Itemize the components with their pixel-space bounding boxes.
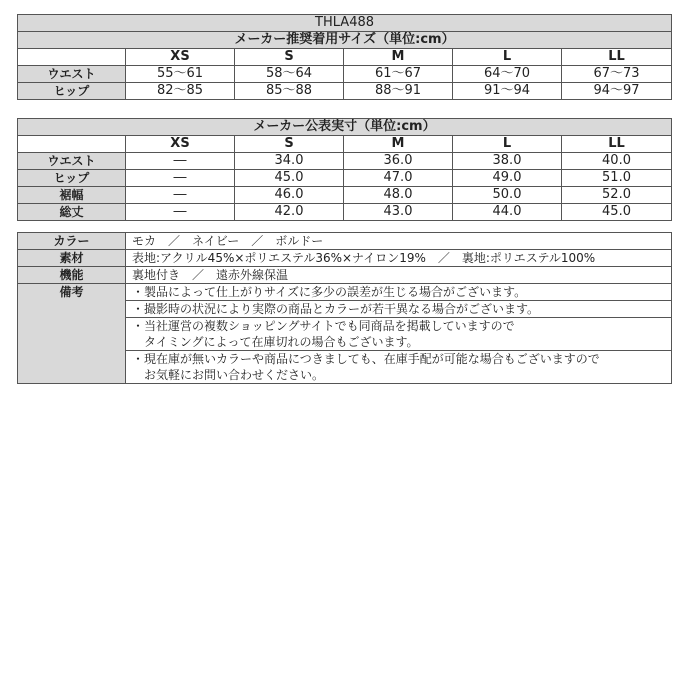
size-header: LL [562,49,672,66]
size-value: 48.0 [344,187,453,204]
size-value: 43.0 [344,204,453,221]
size-header: XS [126,136,235,153]
function-value: 裏地付き ／ 遠赤外線保温 [126,267,672,284]
size-value: 67〜73 [562,66,672,83]
note-item [126,284,672,301]
size-value: 49.0 [453,170,562,187]
table-row [18,233,672,250]
size-value: 34.0 [235,153,344,170]
size-value: 38.0 [453,153,562,170]
size-value: 45.0 [562,204,672,221]
size-value: 94〜97 [562,83,672,100]
table-row [18,284,672,301]
note-item [126,301,672,318]
table-row [18,153,672,170]
published-size-title: メーカー公表実寸（単位:cm） [18,119,672,136]
row-label: ウエスト [18,66,126,83]
size-value: 50.0 [453,187,562,204]
size-header: L [453,49,562,66]
function-label: 機能 [18,267,126,284]
size-value: 42.0 [235,204,344,221]
recommended-size-title: メーカー推奨着用サイズ（単位:cm） [18,32,672,49]
model-number: THLA488 [18,15,672,32]
size-value: 91〜94 [453,83,562,100]
size-value: ― [126,204,235,221]
published-size-table [17,118,672,221]
table-row [18,204,672,221]
notes-label: 備考 [18,284,126,384]
row-label: ヒップ [18,170,126,187]
product-details-table [17,232,672,384]
size-value: 55〜61 [126,66,235,83]
note-line: ・当社運営の複数ショッピングサイトでも同商品を掲載していますので [132,319,515,333]
size-value: ― [126,170,235,187]
note-line: ・撮影時の状況により実際の商品とカラーが若干異なる場合がございます。 [132,302,540,316]
size-value: 40.0 [562,153,672,170]
size-value: 82〜85 [126,83,235,100]
size-header: LL [562,136,672,153]
size-value: 36.0 [344,153,453,170]
row-label: ヒップ [18,83,126,100]
corner-cell [18,136,126,153]
note-item [126,318,672,351]
table-row [18,83,672,100]
table-row [18,66,672,83]
size-value: 47.0 [344,170,453,187]
note-line: タイミングによって在庫切れの場合もございます。 [132,335,419,349]
corner-cell [18,49,126,66]
size-header: XS [126,49,235,66]
note-line: ・現在庫が無いカラーや商品につきましても、在庫手配が可能な場合もございますので [132,352,600,366]
row-label: 総丈 [18,204,126,221]
color-value: モカ ／ ネイビー ／ ボルドー [126,233,672,250]
size-header: S [235,136,344,153]
note-item [126,351,672,384]
row-label: 裾幅 [18,187,126,204]
size-header: S [235,49,344,66]
recommended-size-table [17,14,672,100]
size-value: ― [126,187,235,204]
material-value: 表地:アクリル45%×ポリエステル36%×ナイロン19% ／ 裏地:ポリエステル100% [126,250,672,267]
table-row [18,187,672,204]
material-label: 素材 [18,250,126,267]
note-line: お気軽にお問い合わせください。 [132,368,325,382]
size-value: 85〜88 [235,83,344,100]
table-row [18,250,672,267]
table-row [18,170,672,187]
size-value: 58〜64 [235,66,344,83]
note-line: ・製品によって仕上がりサイズに多少の誤差が生じる場合がございます。 [132,285,527,299]
size-value: 52.0 [562,187,672,204]
size-value: ― [126,153,235,170]
size-value: 51.0 [562,170,672,187]
color-label: カラー [18,233,126,250]
size-value: 46.0 [235,187,344,204]
size-value: 88〜91 [344,83,453,100]
size-value: 64〜70 [453,66,562,83]
size-value: 45.0 [235,170,344,187]
size-value: 61〜67 [344,66,453,83]
table-row [18,267,672,284]
row-label: ウエスト [18,153,126,170]
size-header: L [453,136,562,153]
size-header: M [344,49,453,66]
size-value: 44.0 [453,204,562,221]
size-header: M [344,136,453,153]
